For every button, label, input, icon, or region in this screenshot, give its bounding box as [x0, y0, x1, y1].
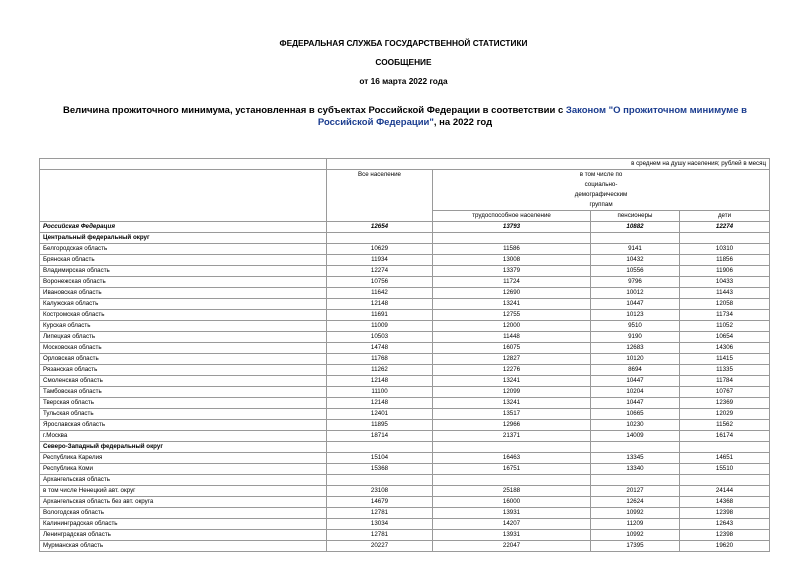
document-title — [40, 105, 770, 129]
value-working: 22047 — [433, 541, 591, 552]
region-name: Архангельская область — [40, 475, 327, 486]
value-pensioners: 10992 — [591, 530, 680, 541]
value-children: 14368 — [680, 497, 770, 508]
value-all: 10756 — [327, 277, 433, 288]
value-children — [680, 475, 770, 486]
value-all: 15368 — [327, 464, 433, 475]
table-row — [40, 497, 770, 508]
region-name: Архангельская область без авт. округа — [40, 497, 327, 508]
document-date: от 16 марта 2022 года — [359, 76, 448, 86]
value-pensioners: 10447 — [591, 299, 680, 310]
value-working: 13241 — [433, 376, 591, 387]
value-pensioners: 20127 — [591, 486, 680, 497]
value-working: 12755 — [433, 310, 591, 321]
table-row — [40, 277, 770, 288]
value-pensioners: 10432 — [591, 255, 680, 266]
value-children: 10654 — [680, 332, 770, 343]
region-name: Тамбовская область — [40, 387, 327, 398]
law-link[interactable]: Законом "О прожиточном минимуме в Российской Федерации" — [317, 105, 747, 128]
agency-name: ФЕДЕРАЛЬНАЯ СЛУЖБА ГОСУДАРСТВЕННОЙ СТАТИСТИКИ — [279, 38, 528, 48]
value-working: 13241 — [433, 299, 591, 310]
value-pensioners: 13345 — [591, 453, 680, 464]
region-name: Республика Коми — [40, 464, 327, 475]
value-working: 11586 — [433, 244, 591, 255]
table-header-row — [40, 170, 770, 211]
table-row — [40, 244, 770, 255]
region-name: Брянская область — [40, 255, 327, 266]
value-all: 11691 — [327, 310, 433, 321]
value-pensioners: 10447 — [591, 376, 680, 387]
table-row — [40, 409, 770, 420]
region-name: Мурманская область — [40, 541, 327, 552]
value-pensioners: 10123 — [591, 310, 680, 321]
value-working: 11724 — [433, 277, 591, 288]
region-name: в том числе Ненецкий авт. округ — [40, 486, 327, 497]
value-children: 10310 — [680, 244, 770, 255]
value-working: 16463 — [433, 453, 591, 464]
region-name: Калужская область — [40, 299, 327, 310]
value-pensioners: 9796 — [591, 277, 680, 288]
value-children: 11052 — [680, 321, 770, 332]
value-all: 11768 — [327, 354, 433, 365]
value-children: 19620 — [680, 541, 770, 552]
value-all: 10629 — [327, 244, 433, 255]
region-name: Смоленская область — [40, 376, 327, 387]
value-children: 12398 — [680, 508, 770, 519]
unit-note: в среднем на душу населения; рублей в месяц — [327, 159, 770, 170]
value-working: 13241 — [433, 398, 591, 409]
document-type: СООБЩЕНИЕ — [375, 57, 432, 67]
federation-children: 12274 — [680, 222, 770, 233]
value-all: 12148 — [327, 299, 433, 310]
value-pensioners: 9190 — [591, 332, 680, 343]
federation-pensioners: 10882 — [591, 222, 680, 233]
value-working: 13517 — [433, 409, 591, 420]
table-row — [40, 310, 770, 321]
region-name: Московская область — [40, 343, 327, 354]
value-pensioners: 12624 — [591, 497, 680, 508]
table-row — [40, 266, 770, 277]
federation-name: Российская Федерация — [40, 222, 327, 233]
region-name: Ленинградская область — [40, 530, 327, 541]
value-all: 18714 — [327, 431, 433, 442]
value-all: 12781 — [327, 530, 433, 541]
value-children: 11443 — [680, 288, 770, 299]
value-all: 12781 — [327, 508, 433, 519]
value-pensioners: 10665 — [591, 409, 680, 420]
district-row — [40, 442, 770, 453]
header-children: дети — [680, 211, 770, 222]
value-children: 16174 — [680, 431, 770, 442]
value-children: 11784 — [680, 376, 770, 387]
table-row — [40, 519, 770, 530]
value-all: 12148 — [327, 376, 433, 387]
value-all: 12148 — [327, 398, 433, 409]
table-row — [40, 398, 770, 409]
value-pensioners: 13340 — [591, 464, 680, 475]
value-working: 16000 — [433, 497, 591, 508]
value-pensioners: 11209 — [591, 519, 680, 530]
table-row — [40, 321, 770, 332]
value-working: 16075 — [433, 343, 591, 354]
federation-working: 13793 — [433, 222, 591, 233]
region-name: Белгородская область — [40, 244, 327, 255]
value-working: 16751 — [433, 464, 591, 475]
value-children: 24144 — [680, 486, 770, 497]
table-row — [40, 288, 770, 299]
value-children: 10767 — [680, 387, 770, 398]
value-pensioners: 10556 — [591, 266, 680, 277]
title-part-2: , на 2022 год — [433, 117, 493, 128]
table-row — [40, 354, 770, 365]
value-pensioners: 14009 — [591, 431, 680, 442]
table-row — [40, 299, 770, 310]
value-all: 11262 — [327, 365, 433, 376]
value-working: 12000 — [433, 321, 591, 332]
federation-row — [40, 222, 770, 233]
value-working: 25188 — [433, 486, 591, 497]
federation-all: 12654 — [327, 222, 433, 233]
region-name: Ивановская область — [40, 288, 327, 299]
value-working: 13931 — [433, 508, 591, 519]
table-row — [40, 486, 770, 497]
value-working: 14207 — [433, 519, 591, 530]
value-all: 11009 — [327, 321, 433, 332]
value-pensioners — [591, 475, 680, 486]
value-all: 11934 — [327, 255, 433, 266]
value-all: 11895 — [327, 420, 433, 431]
region-name: Тверская область — [40, 398, 327, 409]
value-children: 14651 — [680, 453, 770, 464]
value-children: 12029 — [680, 409, 770, 420]
value-children: 15510 — [680, 464, 770, 475]
value-working: 21371 — [433, 431, 591, 442]
value-children: 11856 — [680, 255, 770, 266]
value-all: 20227 — [327, 541, 433, 552]
value-working: 12276 — [433, 365, 591, 376]
value-pensioners: 10012 — [591, 288, 680, 299]
district-row — [40, 233, 770, 244]
value-pensioners: 9510 — [591, 321, 680, 332]
header-working: трудоспособное население — [433, 211, 591, 222]
value-children: 12398 — [680, 530, 770, 541]
table-unit-row — [40, 159, 770, 170]
value-children: 12369 — [680, 398, 770, 409]
district-name: Северо-Западный федеральный округ — [40, 442, 327, 453]
region-name: г.Москва — [40, 431, 327, 442]
value-all: 12401 — [327, 409, 433, 420]
value-working: 13008 — [433, 255, 591, 266]
region-name: Владимирская область — [40, 266, 327, 277]
table-row — [40, 508, 770, 519]
value-children: 14306 — [680, 343, 770, 354]
value-pensioners: 10992 — [591, 508, 680, 519]
value-all: 10503 — [327, 332, 433, 343]
value-children: 11415 — [680, 354, 770, 365]
value-pensioners: 9141 — [591, 244, 680, 255]
value-children: 10433 — [680, 277, 770, 288]
value-all: 11642 — [327, 288, 433, 299]
value-children: 11906 — [680, 266, 770, 277]
value-working: 12827 — [433, 354, 591, 365]
region-name: Костромская область — [40, 310, 327, 321]
value-all — [327, 475, 433, 486]
region-name: Ярославская область — [40, 420, 327, 431]
value-working: 12099 — [433, 387, 591, 398]
region-name: Тульская область — [40, 409, 327, 420]
table-row — [40, 453, 770, 464]
value-all: 15104 — [327, 453, 433, 464]
table-row — [40, 431, 770, 442]
region-name: Вологодская область — [40, 508, 327, 519]
value-pensioners: 10230 — [591, 420, 680, 431]
table-row — [40, 255, 770, 266]
value-working: 13379 — [433, 266, 591, 277]
subsistence-minimum-table — [39, 158, 770, 552]
value-pensioners: 10120 — [591, 354, 680, 365]
value-working: 13931 — [433, 530, 591, 541]
district-name: Центральный федеральный округ — [40, 233, 327, 244]
value-working: 12690 — [433, 288, 591, 299]
table-row — [40, 365, 770, 376]
header-all-population: Все население — [327, 170, 433, 222]
table-row — [40, 464, 770, 475]
value-working — [433, 475, 591, 486]
table-row — [40, 376, 770, 387]
table-row — [40, 343, 770, 354]
table-row — [40, 332, 770, 343]
table-row — [40, 475, 770, 486]
value-children: 12643 — [680, 519, 770, 530]
value-all: 11100 — [327, 387, 433, 398]
header-pensioners: пенсионеры — [591, 211, 680, 222]
title-part-1: Величина прожиточного минимума, установленная в субъектах Российской Федерации в соответствии с — [63, 105, 566, 116]
value-working: 12966 — [433, 420, 591, 431]
value-pensioners: 8694 — [591, 365, 680, 376]
table-row — [40, 541, 770, 552]
header-group: в том числе по социально-демографическим группам — [433, 170, 770, 211]
value-working: 11448 — [433, 332, 591, 343]
region-name: Липецкая область — [40, 332, 327, 343]
value-all: 13034 — [327, 519, 433, 530]
region-name: Рязанская область — [40, 365, 327, 376]
value-pensioners: 10447 — [591, 398, 680, 409]
value-all: 14748 — [327, 343, 433, 354]
table-row — [40, 387, 770, 398]
table-row — [40, 420, 770, 431]
value-children: 11335 — [680, 365, 770, 376]
region-name: Орловская область — [40, 354, 327, 365]
region-name: Калининградская область — [40, 519, 327, 530]
value-children: 11562 — [680, 420, 770, 431]
region-name: Курская область — [40, 321, 327, 332]
table-row — [40, 530, 770, 541]
region-name: Воронежская область — [40, 277, 327, 288]
value-pensioners: 17395 — [591, 541, 680, 552]
value-all: 23108 — [327, 486, 433, 497]
value-children: 11734 — [680, 310, 770, 321]
value-children: 12058 — [680, 299, 770, 310]
value-all: 14679 — [327, 497, 433, 508]
value-pensioners: 10204 — [591, 387, 680, 398]
region-name: Республика Карелия — [40, 453, 327, 464]
value-all: 12274 — [327, 266, 433, 277]
value-pensioners: 12683 — [591, 343, 680, 354]
